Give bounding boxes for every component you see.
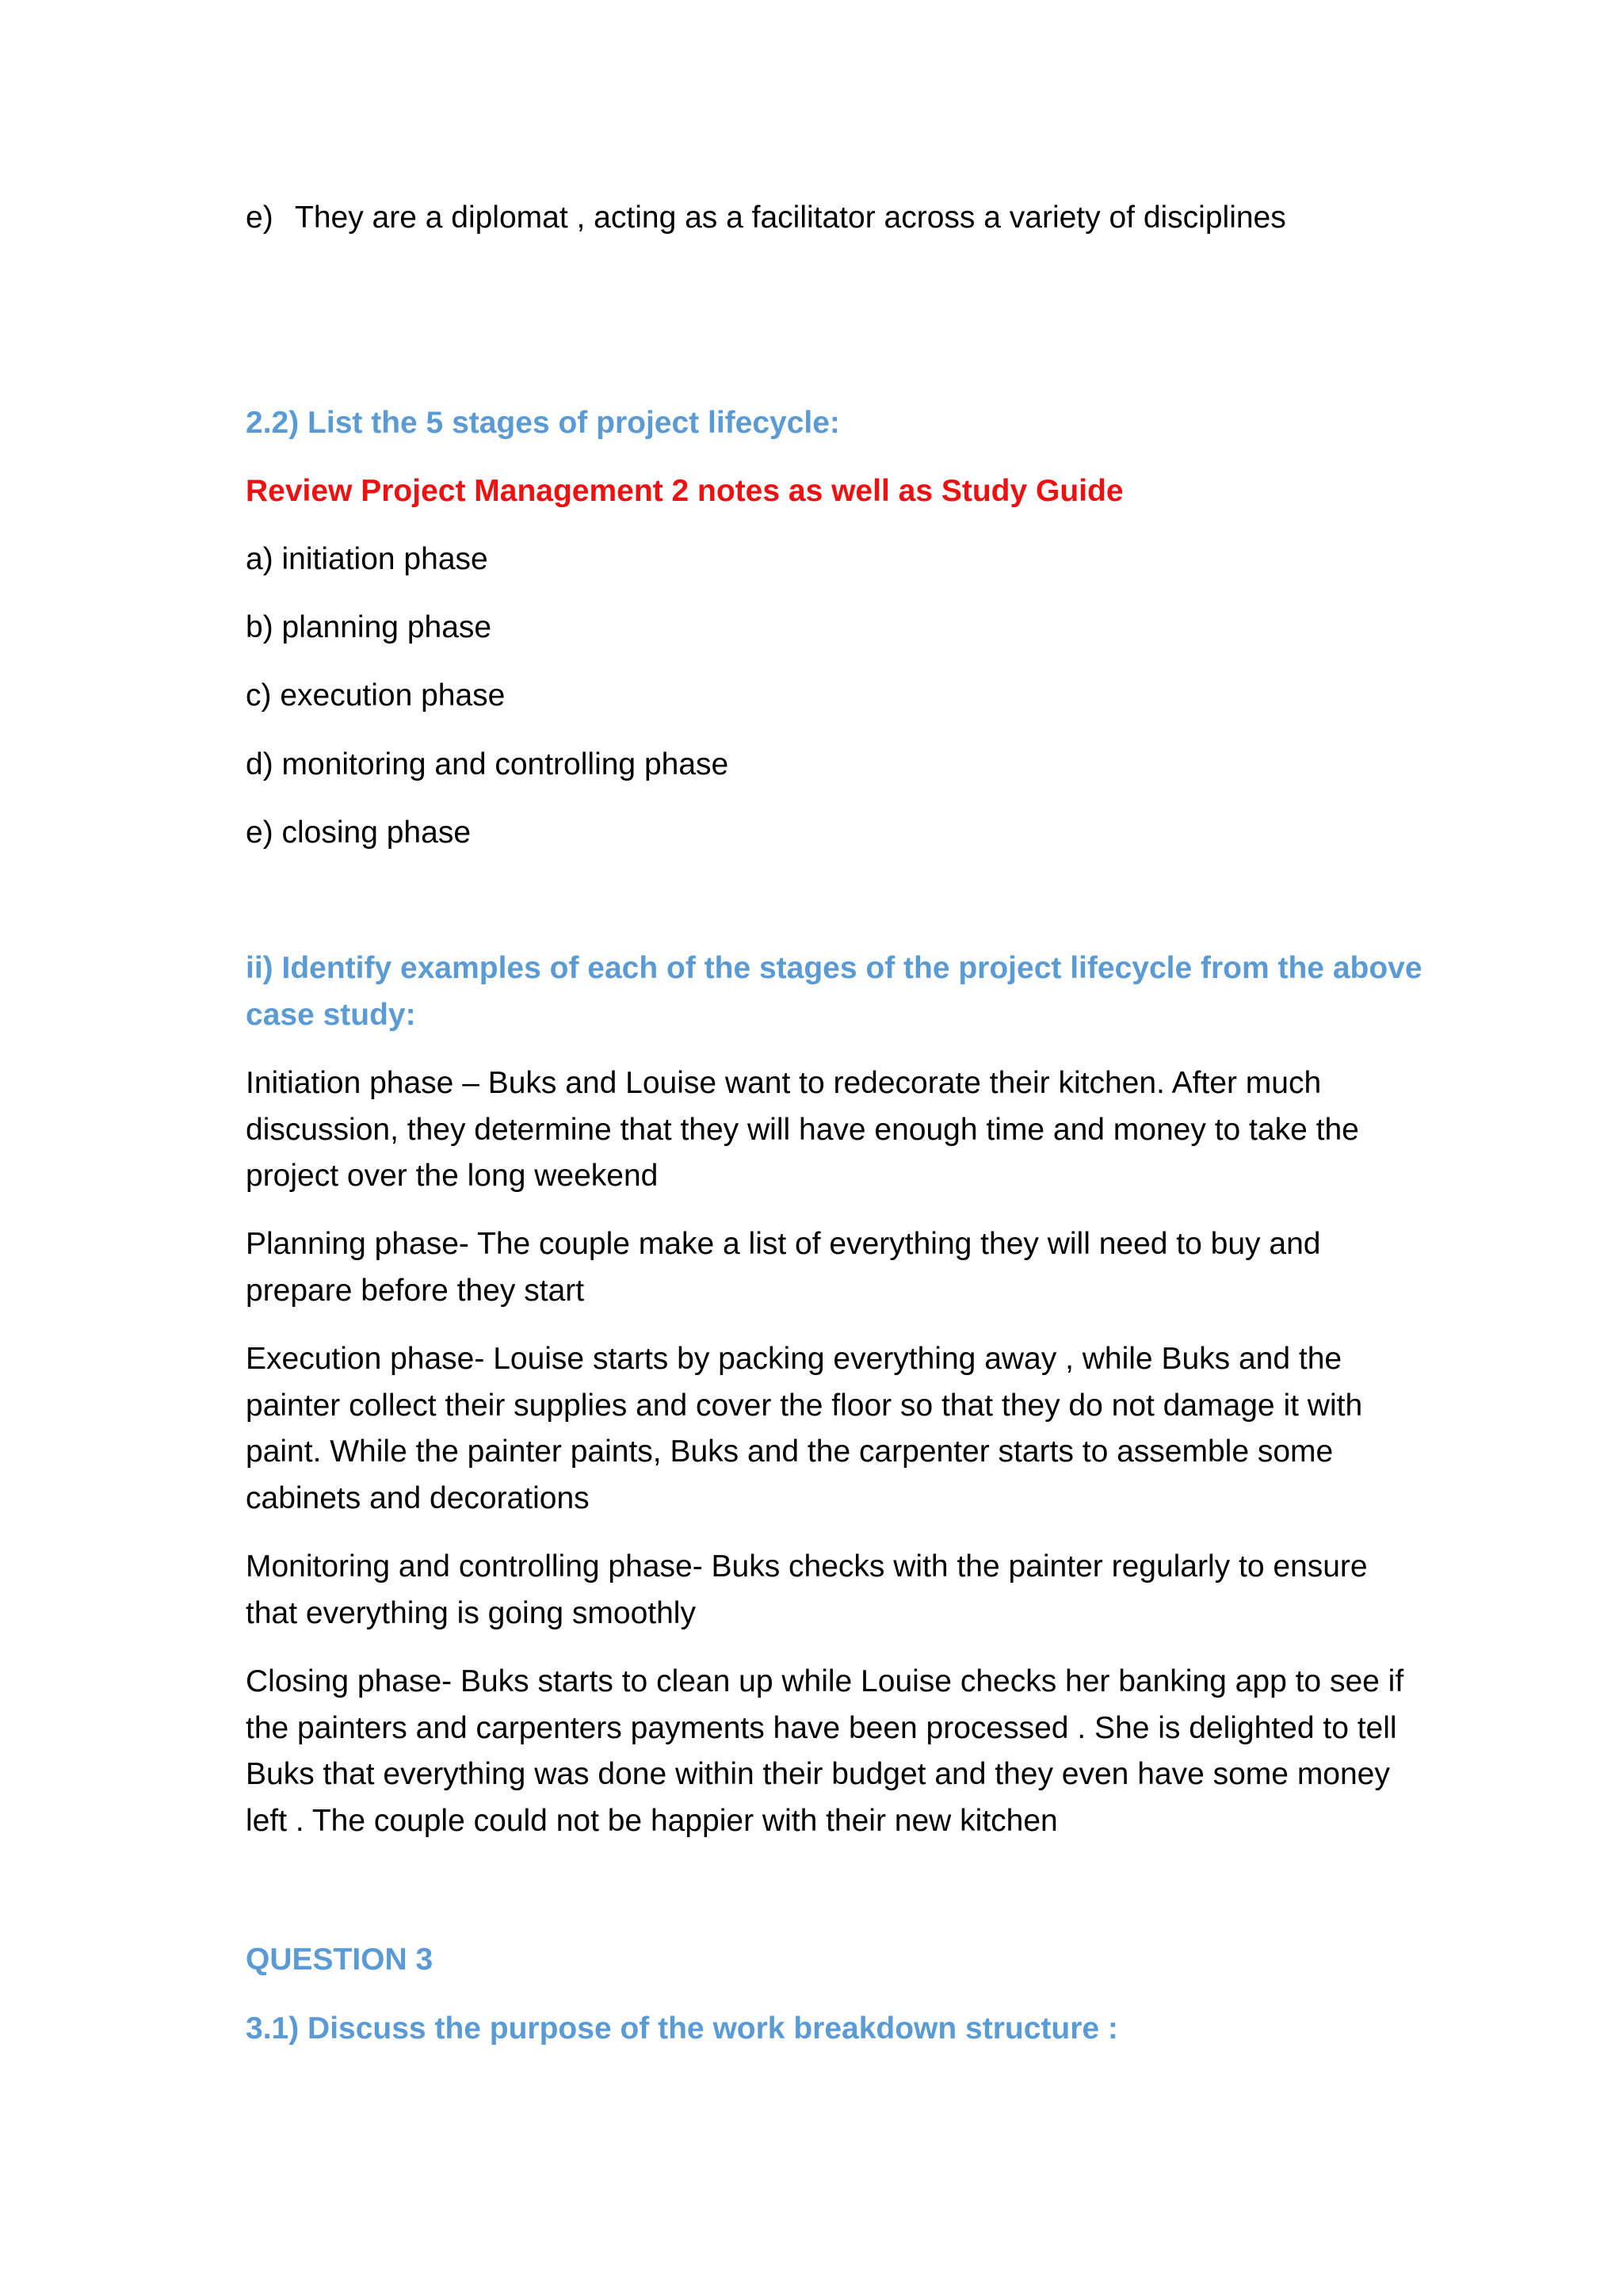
stage-item: c) execution phase: [246, 678, 506, 712]
paragraph-line: discussion, they determine that they will have enough time and money to take the: [246, 1112, 1359, 1147]
prev-list-item: [246, 195, 1286, 241]
paragraph-execution: [246, 1336, 1434, 1522]
stage-item: a) initiation phase: [246, 542, 488, 576]
stage-item: b) planning phase: [246, 610, 492, 644]
list-marker: e): [246, 201, 273, 235]
paragraph-closing: [246, 1659, 1434, 1844]
question-3-heading: QUESTION 3: [246, 1943, 433, 1977]
paragraph-line: Buks that everything was done within their budget and they even have some money: [246, 1757, 1390, 1791]
paragraph-planning: [246, 1221, 1434, 1314]
paragraph-line: project over the long weekend: [246, 1159, 659, 1193]
paragraph-line: left . The couple could not be happier with their new kitchen: [246, 1803, 1058, 1838]
question-3-1-heading: 3.1) Discuss the purpose of the work breakdown structure :: [246, 2011, 1118, 2046]
review-note: Review Project Management 2 notes as well as Study Guide: [246, 474, 1124, 508]
paragraph-line: that everything is going smoothly: [246, 1595, 696, 1630]
paragraph-line: Initiation phase – Buks and Louise want to redecorate their kitchen. After much: [246, 1066, 1322, 1100]
stage-item: d) monitoring and controlling phase: [246, 747, 729, 781]
paragraph-line: painter collect their supplies and cover the floor so that they do not damage it with: [246, 1388, 1363, 1423]
paragraph-line: cabinets and decorations: [246, 1480, 590, 1515]
heading-line: case study:: [246, 997, 416, 1032]
list-item-text: They are a diplomat , acting as a facilitator across a variety of disciplines: [295, 201, 1286, 235]
heading-line: ii) Identify examples of each of the stages of the project lifecycle from the above: [246, 951, 1423, 985]
paragraph-initiation: [246, 1060, 1434, 1200]
paragraph-line: prepare before they start: [246, 1273, 585, 1308]
stage-item: e) closing phase: [246, 816, 472, 850]
paragraph-monitoring: [246, 1544, 1434, 1637]
paragraph-line: Execution phase- Louise starts by packing everything away , while Buks and the: [246, 1342, 1342, 1376]
paragraph-line: the painters and carpenters payments have been processed . She is delighted to tell: [246, 1710, 1397, 1745]
section-heading-ii: [246, 946, 1434, 1038]
section-heading-2-2: 2.2) List the 5 stages of project lifecycle:: [246, 406, 840, 440]
paragraph-line: paint. While the painter paints, Buks and the carpenter starts to assemble some: [246, 1435, 1334, 1469]
paragraph-line: Closing phase- Buks starts to clean up while Louise checks her banking app to see if: [246, 1664, 1404, 1698]
paragraph-line: Monitoring and controlling phase- Buks checks with the painter regularly to ensure: [246, 1549, 1368, 1584]
paragraph-line: Planning phase- The couple make a list of everything they will need to buy and: [246, 1227, 1321, 1261]
